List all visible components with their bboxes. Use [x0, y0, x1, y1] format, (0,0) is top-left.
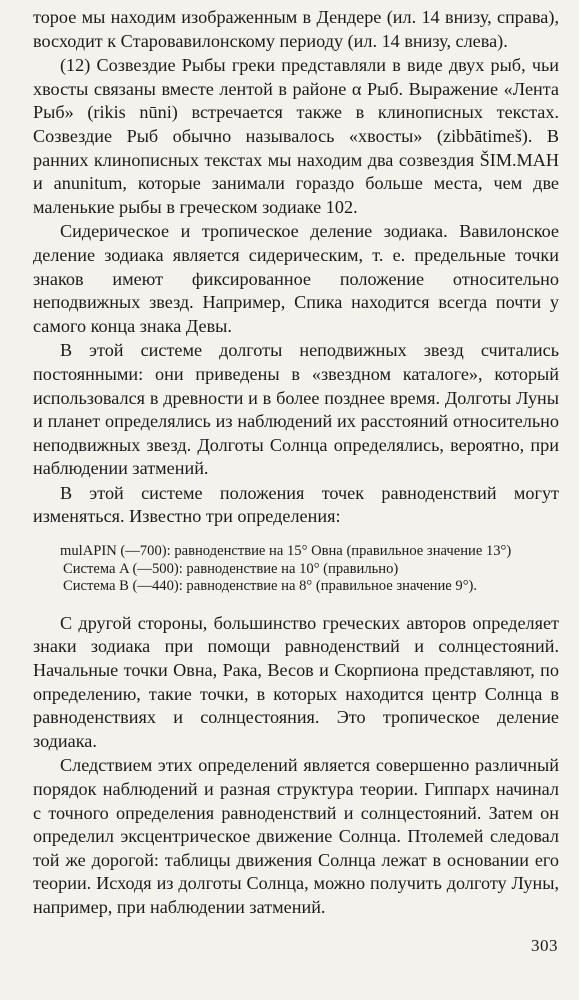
paragraph-greek-authors: С другой стороны, большинство греческих авторов определяет знаки зодиака при помощи равноденствий и солнцестояний. Начальные точки Овна, Рака, Весов и Скорпиона представляют, по определению, такие точки, в которых находится центр Солнца в равноденствиях и солнцестояния. Это тропическое деление зодиака. [33, 612, 559, 751]
paragraph-continuation: торое мы находим изображенным в Дендере (ил. 14 внизу, справа), восходит к Старовавилонскому периоду (ил. 14 внизу, слева). [33, 7, 559, 51]
equinox-list-item: Система B (—440): равноденствие на 8° (правильное значение 9°). [63, 578, 478, 595]
page-number: 303 [531, 936, 558, 955]
equinox-list-item: Система A (—500): равноденствие на 10° (правильно) [63, 560, 399, 577]
paragraph-pisces-note: (12) Созвездие Рыбы греки представляли в виде двух рыб, чьи хвосты связаны вместе лентой в районе α Рыб. Выражение «Лента Рыб» (rikis nūni) встречается также в клинописных текстах. Созвездие Рыб обычно называлось «хвосты» (zibbātimeš). В ранних клинописных текстах мы находим два созвездия ŠIM.MAH и anunitum, которые занимали гораздо больше места, чем две маленькие рыбы в греческом зодиаке 102. [33, 55, 559, 217]
paragraph-sidereal-tropical: Сидерическое и тропическое деление зодиака. Вавилонское деление зодиака является сидерическим, т. е. предельные точки знаков имеют фиксированное положение относительно неподвижных звезд. Например, Спика находится всегда почти у самого конца знака Девы. [33, 221, 559, 336]
paragraph-star-longitudes: В этой системе долготы неподвижных звезд считались постоянными: они приведены в «звездном каталоге», который использовался в древности и в более позднее время. Долготы Луны и планет определялись из наблюдений их расстояний относительно неподвижных звезд. Долготы Солнца определялись, вероятно, при наблюдении затмений. [33, 340, 559, 479]
paragraph-consequences: Следствием этих определений является совершенно различный порядок наблюдений и разная структура теории. Гиппарх начинал с точного определения равноденствий и солнцестояний. Затем он определил эксцентрическое движение Солнца. Птолемей следовал той же дорогой: таблицы движения Солнца лежат в основании его теории. Исходя из долготы Солнца, можно получить долготу Луны, например, при наблюдении затмений. [33, 755, 559, 917]
paragraph-equinox-intro: В этой системе положения точек равноденствий могут изменяться. Известно три определения: [33, 482, 559, 527]
equinox-list-item: mulAPIN (—700): равноденствие на 15° Овна (правильное значение 13°) [60, 543, 512, 560]
